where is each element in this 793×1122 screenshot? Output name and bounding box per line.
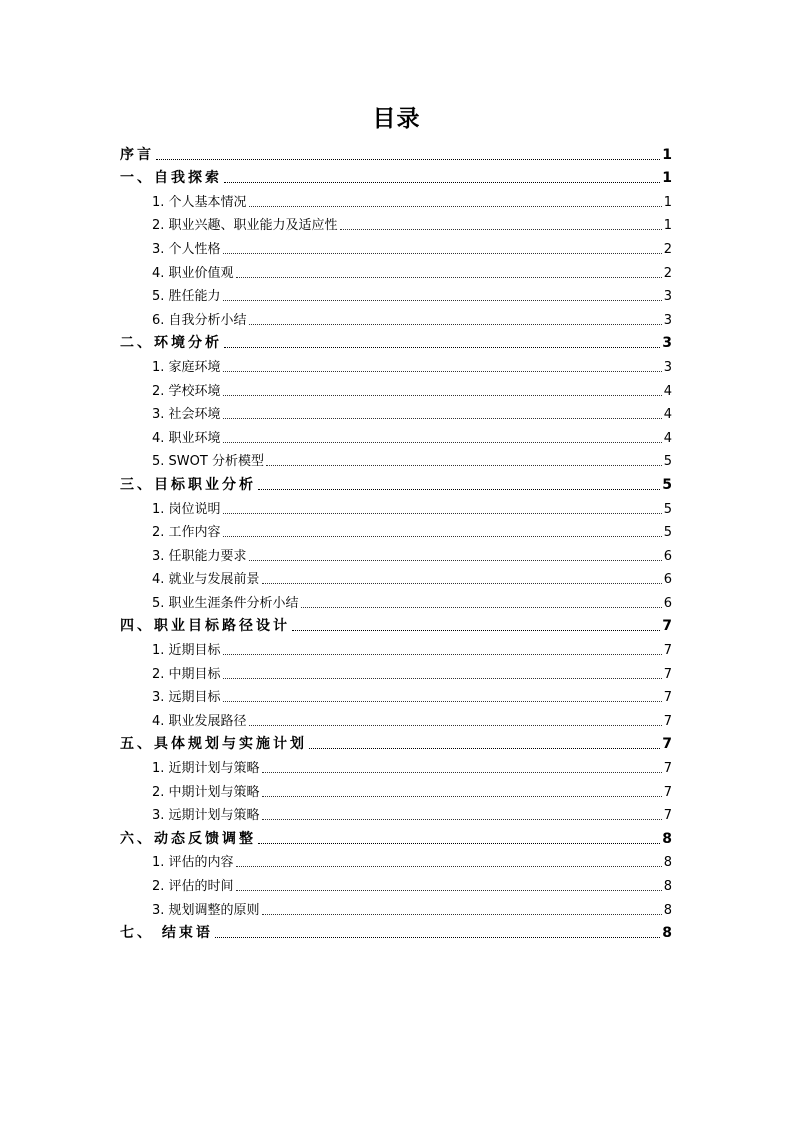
toc-dot-leader xyxy=(223,442,662,443)
toc-entry-label: 2. 职业兴趣、职业能力及适应性 xyxy=(152,218,338,234)
toc-page-number: 1 xyxy=(662,146,672,163)
toc-section-entry[interactable] xyxy=(120,188,672,212)
toc-dot-leader xyxy=(340,229,662,230)
toc-dot-leader xyxy=(249,324,662,325)
toc-section-entry[interactable] xyxy=(120,542,672,566)
toc-section-entry[interactable] xyxy=(120,401,672,425)
toc-entry-label: 4. 职业环境 xyxy=(152,430,221,446)
toc-page-number: 5 xyxy=(663,525,672,541)
toc-entry-label: 四、职业目标路径设计 xyxy=(120,618,290,635)
toc-page-number: 7 xyxy=(663,666,672,682)
toc-section-entry[interactable] xyxy=(120,778,672,802)
toc-dot-leader xyxy=(249,206,662,207)
toc-chapter-entry[interactable] xyxy=(120,731,672,755)
toc-page-number: 3 xyxy=(663,289,672,305)
toc-entry-label: 2. 中期目标 xyxy=(152,666,221,682)
toc-page-number: 8 xyxy=(662,830,672,847)
toc-entry-label: 六、动态反馈调整 xyxy=(120,830,256,847)
toc-entry-label: 2. 评估的时间 xyxy=(152,879,234,894)
toc-page-number: 2 xyxy=(663,265,672,281)
toc-entry-label: 4. 职业价值观 xyxy=(152,265,234,281)
toc-page-number: 8 xyxy=(663,879,672,894)
toc-dot-leader xyxy=(249,725,662,726)
toc-page-number: 4 xyxy=(663,383,672,399)
toc-dot-leader xyxy=(223,701,662,702)
toc-dot-leader xyxy=(223,253,662,254)
toc-page-number: 2 xyxy=(663,241,672,257)
toc-section-entry[interactable] xyxy=(120,283,672,307)
toc-dot-leader xyxy=(249,560,662,561)
toc-entry-label: 序言 xyxy=(120,146,154,163)
toc-page-number: 4 xyxy=(663,407,672,423)
toc-page-number: 7 xyxy=(662,736,672,753)
toc-dot-leader xyxy=(223,418,662,419)
toc-page-number: 7 xyxy=(663,808,672,824)
toc-entry-label: 二、环境分析 xyxy=(120,335,222,352)
toc-dot-leader xyxy=(258,843,660,844)
toc-entry-label: 5. 职业生涯条件分析小结 xyxy=(152,595,299,611)
toc-entry-label: 1. 近期计划与策略 xyxy=(152,761,260,777)
toc-entry-label: 3. 远期目标 xyxy=(152,690,221,706)
toc-entry-label: 1. 家庭环境 xyxy=(152,359,221,375)
toc-page-number: 3 xyxy=(663,312,672,328)
toc-section-entry[interactable] xyxy=(120,802,672,826)
toc-dot-leader xyxy=(236,866,662,867)
toc-dot-leader xyxy=(224,182,660,183)
toc-chapter-entry[interactable] xyxy=(120,471,672,495)
toc-chapter-entry[interactable] xyxy=(120,920,672,944)
toc-section-entry[interactable] xyxy=(120,684,672,708)
toc-section-entry[interactable] xyxy=(120,424,672,448)
toc-section-entry[interactable] xyxy=(120,448,672,472)
toc-dot-leader xyxy=(223,395,662,396)
toc-dot-leader xyxy=(301,607,662,608)
toc-entry-label: 1. 个人基本情况 xyxy=(152,194,247,210)
toc-page-number: 7 xyxy=(663,784,672,800)
toc-dot-leader xyxy=(262,772,662,773)
toc-dot-leader xyxy=(223,513,662,514)
toc-page-number: 5 xyxy=(663,501,672,517)
toc-dot-leader xyxy=(292,630,660,631)
toc-dot-leader xyxy=(258,489,660,490)
toc-entry-label: 3. 规划调整的原则 xyxy=(152,902,260,918)
toc-page-number: 5 xyxy=(663,454,672,470)
toc-page-number: 4 xyxy=(663,430,672,446)
toc-entry-label: 5. 胜任能力 xyxy=(152,289,221,305)
toc-dot-leader xyxy=(262,583,662,584)
toc-section-entry[interactable] xyxy=(120,849,672,873)
toc-section-entry[interactable] xyxy=(120,306,672,330)
toc-dot-leader xyxy=(266,465,662,466)
toc-section-entry[interactable] xyxy=(120,212,672,236)
toc-page-number: 7 xyxy=(663,643,672,659)
toc-entry-label: 3. 社会环境 xyxy=(152,407,221,423)
toc-page-number: 5 xyxy=(662,476,672,493)
toc-page-number: 3 xyxy=(662,335,672,352)
toc-entry-label: 4. 职业发展路径 xyxy=(152,713,247,729)
toc-section-entry[interactable] xyxy=(120,872,672,896)
toc-section-entry[interactable] xyxy=(120,519,672,543)
toc-page-number: 7 xyxy=(663,713,672,729)
toc-page-number: 7 xyxy=(663,761,672,777)
toc-section-entry[interactable] xyxy=(120,636,672,660)
toc-entry-label: 5. SWOT 分析模型 xyxy=(152,454,264,470)
toc-section-entry[interactable] xyxy=(120,707,672,731)
toc-entry-label: 五、具体规划与实施计划 xyxy=(120,736,307,753)
toc-entry-label: 三、目标职业分析 xyxy=(120,476,256,493)
toc-section-entry[interactable] xyxy=(120,259,672,283)
toc-entry-label: 1. 岗位说明 xyxy=(152,501,221,517)
toc-dot-leader xyxy=(262,819,662,820)
toc-page-number: 3 xyxy=(663,359,672,375)
toc-page-number: 6 xyxy=(663,595,672,611)
toc-section-entry[interactable] xyxy=(120,754,672,778)
toc-chapter-entry[interactable] xyxy=(120,825,672,849)
toc-dot-leader xyxy=(262,914,662,915)
toc-section-entry[interactable] xyxy=(120,235,672,259)
toc-chapter-entry[interactable] xyxy=(120,141,672,165)
toc-dot-leader xyxy=(236,277,662,278)
toc-dot-leader xyxy=(215,937,660,938)
toc-page-number: 7 xyxy=(662,618,672,635)
toc-entry-label: 1. 评估的内容 xyxy=(152,855,234,871)
toc-chapter-entry[interactable] xyxy=(120,613,672,637)
toc-entry-label: 1. 近期目标 xyxy=(152,643,221,659)
toc-entry-label: 一、自我探索 xyxy=(120,170,222,187)
toc-dot-leader xyxy=(223,300,662,301)
toc-dot-leader xyxy=(309,748,660,749)
toc-page-number: 8 xyxy=(662,925,672,942)
toc-section-entry[interactable] xyxy=(120,896,672,920)
toc-title: 目录 xyxy=(372,106,421,132)
toc-page-number: 7 xyxy=(663,690,672,706)
toc-entry-label: 3. 远期计划与策略 xyxy=(152,808,260,824)
toc-entry-label: 3. 个人性格 xyxy=(152,241,221,257)
toc-chapter-entry[interactable] xyxy=(120,165,672,189)
toc-dot-leader xyxy=(156,159,660,160)
toc-page-number: 1 xyxy=(662,170,672,187)
toc-page-number: 1 xyxy=(663,218,672,234)
toc-entry-label: 2. 学校环境 xyxy=(152,383,221,399)
toc-entry-label: 七、 结束语 xyxy=(120,925,213,942)
toc-dot-leader xyxy=(223,371,662,372)
toc-page-number: 8 xyxy=(663,855,672,871)
toc-section-entry[interactable] xyxy=(120,660,672,684)
table-of-contents xyxy=(120,141,672,943)
toc-dot-leader xyxy=(223,536,662,537)
toc-entry-label: 4. 就业与发展前景 xyxy=(152,572,260,588)
toc-section-entry[interactable] xyxy=(120,566,672,590)
toc-section-entry[interactable] xyxy=(120,589,672,613)
toc-dot-leader xyxy=(236,890,662,891)
toc-entry-label: 2. 工作内容 xyxy=(152,525,221,541)
toc-entry-label: 6. 自我分析小结 xyxy=(152,312,247,328)
toc-page-number: 8 xyxy=(663,902,672,918)
toc-section-entry[interactable] xyxy=(120,495,672,519)
toc-section-entry[interactable] xyxy=(120,353,672,377)
toc-page-number: 6 xyxy=(663,548,672,564)
toc-dot-leader xyxy=(224,347,660,348)
toc-page-number: 1 xyxy=(663,194,672,210)
toc-dot-leader xyxy=(262,796,662,797)
toc-dot-leader xyxy=(223,654,662,655)
toc-page-number: 6 xyxy=(663,572,672,588)
toc-dot-leader xyxy=(223,678,662,679)
toc-entry-label: 2. 中期计划与策略 xyxy=(152,784,260,800)
toc-entry-label: 3. 任职能力要求 xyxy=(152,548,247,564)
toc-section-entry[interactable] xyxy=(120,377,672,401)
toc-chapter-entry[interactable] xyxy=(120,330,672,354)
